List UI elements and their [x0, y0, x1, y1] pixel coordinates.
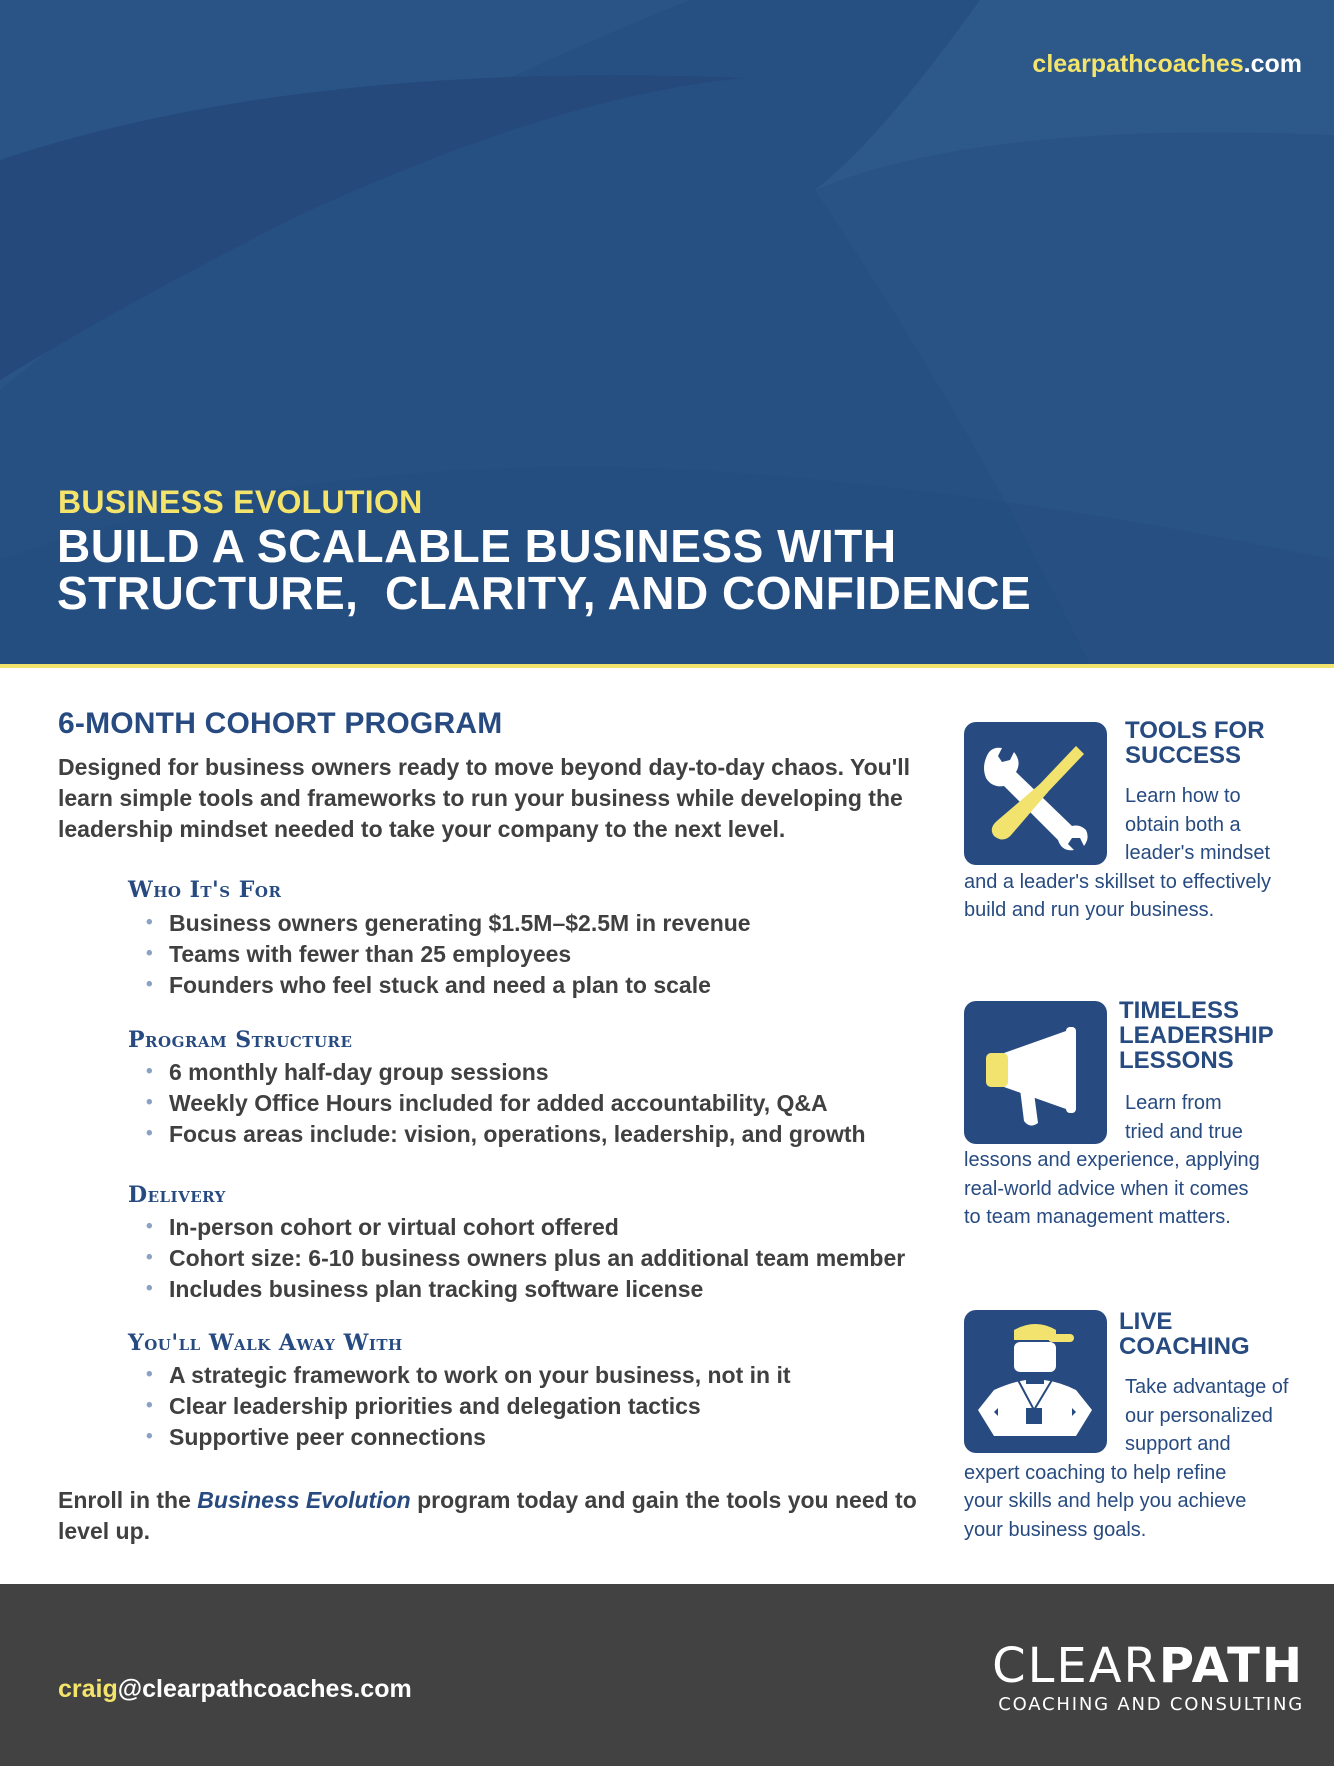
list-walkaway — [146, 1360, 791, 1453]
list-item: • Founders who feel stuck and need a plan to scale — [146, 970, 751, 1001]
sidebar-title-tools: TOOLS FOR SUCCESS — [1125, 717, 1265, 769]
headline-line-1: BUILD A SCALABLE BUSINESS WITH — [57, 520, 897, 572]
section-title-structure: Program Structure — [128, 1027, 353, 1053]
list-item: • Business owners generating $1.5M–$2.5M in revenue — [146, 908, 751, 939]
list-item: • Teams with fewer than 25 employees — [146, 939, 751, 970]
list-delivery — [146, 1212, 905, 1305]
sidebar-text-coaching: Take advantage of our personalized support and expert coaching to help refine your skills and help you achieve your business goals. — [964, 1376, 1289, 1541]
list-item: • Cohort size: 6-10 business owners plus an additional team member — [146, 1243, 905, 1274]
list-item: • In-person cohort or virtual cohort offered — [146, 1212, 905, 1243]
hero-banner — [0, 0, 1334, 664]
headline-line-2: STRUCTURE, CLARITY, AND CONFIDENCE — [57, 567, 1032, 619]
program-eyebrow: BUSINESS EVOLUTION — [58, 484, 423, 520]
sidebar-text-tools: Learn how to obtain both a leader's mindset and a leader's skillset to effectively build and run your business. — [964, 785, 1271, 921]
list-item: • Focus areas include: vision, operations, leadership, and growth — [146, 1119, 866, 1150]
program-name-emphasis: Business Evolution — [197, 1487, 411, 1513]
program-intro: Designed for business owners ready to move beyond day-to-day chaos. You'll learn simple tools and frameworks to run your business while developing the leadership mindset needed to take your company to the next level. — [58, 754, 910, 842]
section-title-walkaway: You'll Walk Away With — [128, 1330, 403, 1356]
contact-email[interactable]: craig@clearpathcoaches.com — [58, 1675, 412, 1703]
list-structure — [146, 1057, 866, 1150]
list-item: • Weekly Office Hours included for added accountability, Q&A — [146, 1088, 866, 1119]
clearpath-logo: CLEARPATH COACHING AND CONSULTING — [992, 1638, 1304, 1715]
sidebar-title-coaching: LIVE COACHING — [1119, 1308, 1250, 1360]
yellow-divider — [0, 664, 1334, 668]
website-url[interactable]: clearpathcoaches.com — [1032, 50, 1302, 78]
program-title: 6-MONTH COHORT PROGRAM — [58, 707, 503, 740]
page-headline — [57, 520, 1032, 619]
section-title-who: Who It's For — [128, 877, 282, 903]
sidebar-title-leadership: TIMELESS LEADERSHIP LESSONS — [1119, 997, 1274, 1074]
list-item: • A strategic framework to work on your business, not in it — [146, 1360, 791, 1391]
section-title-delivery: Delivery — [128, 1182, 226, 1208]
list-item: • 6 monthly half-day group sessions — [146, 1057, 866, 1088]
list-item: • Clear leadership priorities and delegation tactics — [146, 1391, 791, 1422]
sidebar-text-leadership: Learn from tried and true lessons and experience, applying real-world advice when it comes to team management matters. — [964, 1092, 1260, 1228]
list-item: • Supportive peer connections — [146, 1422, 791, 1453]
list-who — [146, 908, 751, 1001]
enroll-call-to-action: Enroll in the Business Evolution program today and gain the tools you need to level up. — [58, 1487, 917, 1544]
list-item: • Includes business plan tracking software license — [146, 1274, 905, 1305]
